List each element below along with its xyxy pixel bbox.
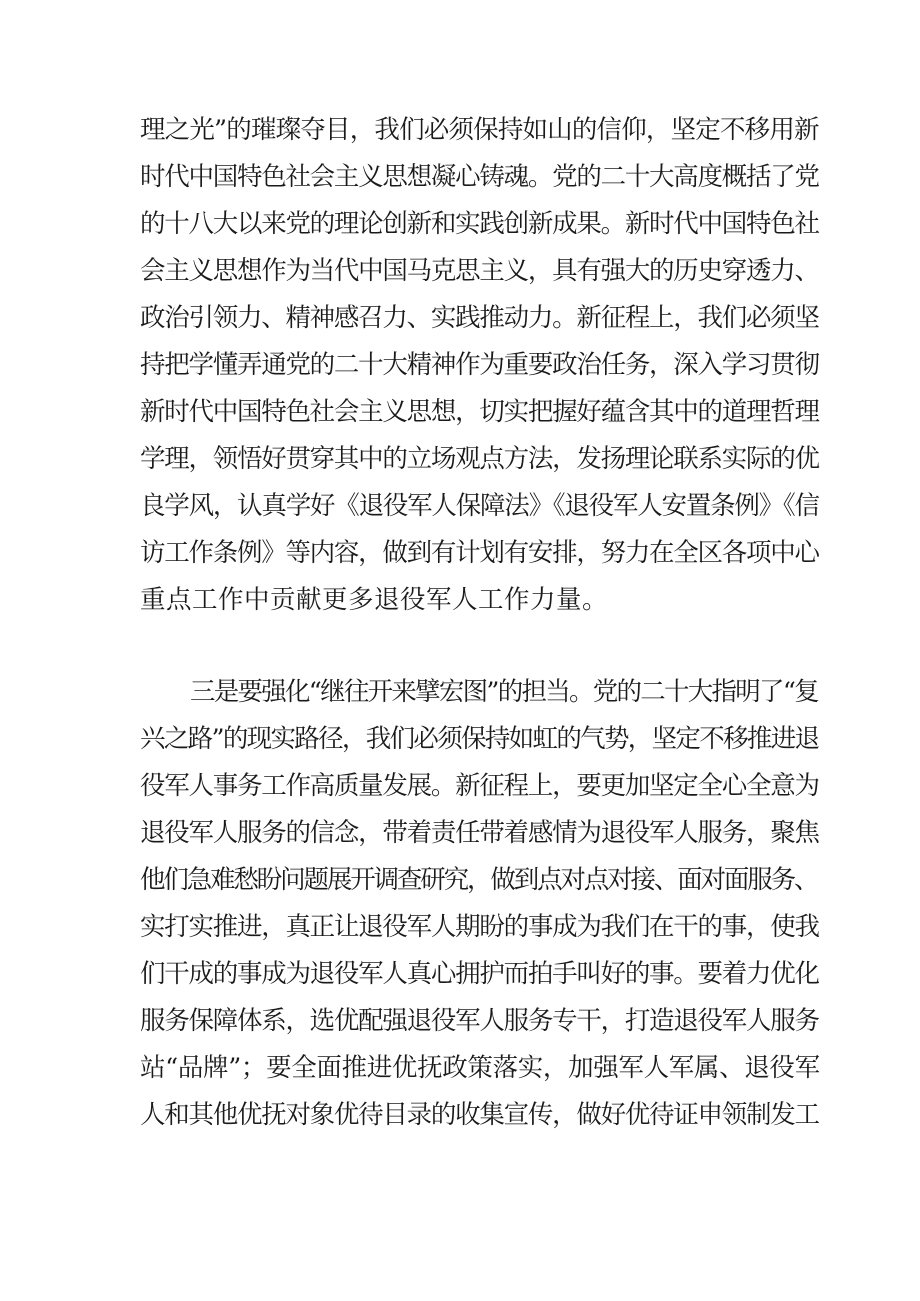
paragraph-1-line: 访工作条例》等内容，做到有计划有安排，努力在全区各项中心 bbox=[140, 538, 819, 568]
paragraph-1-line: 时代中国特色社会主义思想凝心铸魂。党的二十大高度概括了党 bbox=[140, 162, 819, 192]
paragraph-2-line: 三是要强化“继往开来擘宏图”的担当。党的二十大指明了“复 bbox=[190, 677, 818, 707]
paragraph-2-line: 他们急难愁盼问题展开调查研究，做到点对点对接、面对面服务、 bbox=[140, 865, 818, 895]
paragraph-1-line: 理之光”的璀璨夺目，我们必须保持如山的信仰，坚定不移用新 bbox=[140, 115, 819, 145]
paragraph-1-line: 政治引领力、精神感召力、实践推动力。新征程上，我们必须坚 bbox=[140, 303, 819, 333]
paragraph-1-line: 会主义思想作为当代中国马克思主义，具有强大的历史穿透力、 bbox=[140, 256, 819, 286]
paragraph-1-line: 新时代中国特色社会主义思想，切实把握好蕴含其中的道理哲理 bbox=[140, 397, 819, 427]
paragraph-2-line: 服务保障体系，选优配强退役军人服务专干，打造退役军人服务 bbox=[140, 1006, 819, 1036]
paragraph-1-line: 重点工作中贡献更多退役军人工作力量。 bbox=[140, 585, 609, 615]
paragraph-2-line: 站“品牌”；要全面推进优抚政策落实，加强军人军属、退役军 bbox=[140, 1053, 820, 1083]
paragraph-2-line: 兴之路”的现实路径，我们必须保持如虹的气势，坚定不移推进退 bbox=[140, 724, 819, 754]
paragraph-2-line: 人和其他优抚对象优待目录的收集宣传，做好优待证申领制发工 bbox=[140, 1100, 819, 1130]
paragraph-2-line: 们干成的事成为退役军人真心拥护而拍手叫好的事。要着力优化 bbox=[140, 959, 819, 989]
paragraph-2-line: 退役军人服务的信念，带着责任带着感情为退役军人服务，聚焦 bbox=[140, 818, 819, 848]
paragraph-1-line: 学理，领悟好贯穿其中的立场观点方法，发扬理论联系实际的优 bbox=[140, 444, 819, 474]
paragraph-2-line: 役军人事务工作高质量发展。新征程上，要更加坚定全心全意为 bbox=[140, 771, 819, 801]
paragraph-2-line: 实打实推进，真正让退役军人期盼的事成为我们在干的事，使我 bbox=[140, 912, 819, 942]
paragraph-1-line: 持把学懂弄通党的二十大精神作为重要政治任务，深入学习贯彻 bbox=[140, 350, 819, 380]
paragraph-1-line: 的十八大以来党的理论创新和实践创新成果。新时代中国特色社 bbox=[140, 209, 819, 239]
paragraph-1-line: 良学风，认真学好《退役军人保障法》《退役军人安置条例》《信 bbox=[140, 491, 819, 521]
